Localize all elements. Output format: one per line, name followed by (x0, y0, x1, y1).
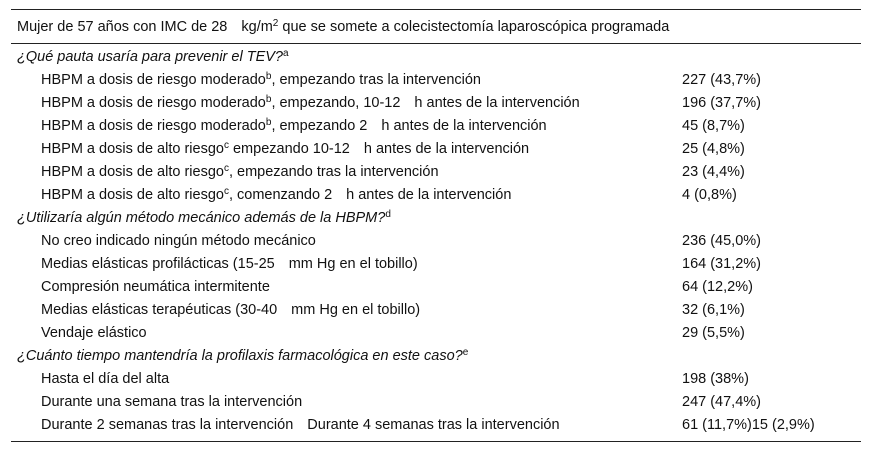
answer-label-tail: h antes de la intervención (363, 141, 530, 157)
table-bottom-rule (11, 441, 861, 442)
answer-footnote: c (223, 163, 229, 174)
answer-label: Compresión neumática intermitente (41, 279, 270, 295)
answer-label-tail: mm Hg en el tobillo) (291, 302, 421, 318)
answer-text (41, 230, 316, 252)
answer-count: 23 (4,4%) (682, 164, 745, 180)
answer-count: 61 (11,7%)15 (2,9%) (682, 417, 815, 433)
answer-count: 45 (8,7%) (682, 118, 745, 134)
question-row (11, 46, 861, 68)
table-row (11, 253, 861, 275)
answer-text (41, 161, 439, 183)
answer-label: HBPM a dosis de alto riesgo (41, 187, 224, 203)
answer-count: 64 (12,2%) (682, 279, 753, 295)
answer-text (41, 138, 529, 160)
answer-footnote: c (223, 140, 229, 151)
answer-label-cont: empezando 10-12 (228, 141, 350, 157)
answer-text (41, 299, 420, 321)
answer-count: 32 (6,1%) (682, 302, 745, 318)
answer-text (41, 69, 481, 91)
table-row (11, 92, 861, 114)
answer-count: 164 (31,2%) (682, 256, 761, 272)
answer-label-cont: , empezando tras la intervención (271, 72, 482, 88)
answer-label: HBPM a dosis de riesgo moderado (41, 118, 266, 134)
answer-text (41, 322, 147, 344)
answer-footnote: c (223, 186, 229, 197)
answer-label-cont: , comenzando 2 (228, 187, 333, 203)
question-text (17, 345, 468, 367)
answer-label-tail: h antes de la intervención (346, 187, 512, 203)
answer-count: 196 (37,7%) (682, 95, 761, 111)
header-text-rest: que se somete a colecistectomía laparoscópica programada (278, 19, 670, 35)
answer-label-tail: mm Hg en el tobillo) (288, 256, 418, 272)
answer-label: Durante 2 semanas tras la intervención (41, 417, 294, 433)
answer-label-cont: , empezando 2 (271, 118, 368, 134)
answer-footnote: b (265, 71, 272, 82)
answer-label: Hasta el día del alta (41, 371, 170, 387)
table-row (11, 69, 861, 91)
answer-label-tail: Durante 4 semanas tras la intervención (307, 417, 560, 433)
answer-count: 236 (45,0%) (682, 233, 761, 249)
answer-count: 247 (47,4%) (682, 394, 761, 410)
answer-count: 29 (5,5%) (682, 325, 745, 341)
table-row (11, 276, 861, 298)
answer-label: Medias elásticas profilácticas (15-25 (41, 256, 275, 272)
table-row (11, 322, 861, 344)
table-row (11, 230, 861, 252)
question-text (17, 207, 391, 229)
answer-text (41, 391, 302, 413)
table-row (11, 115, 861, 137)
table-header (17, 17, 669, 37)
answer-label: No creo indicado ningún método mecánico (41, 233, 316, 249)
answer-count: 4 (0,8%) (682, 187, 737, 203)
table-row (11, 414, 861, 436)
question-footnote: a (282, 48, 289, 59)
table-row (11, 161, 861, 183)
answer-text (41, 414, 560, 436)
table-row (11, 391, 861, 413)
table-header-rule (11, 43, 861, 44)
answer-footnote: b (265, 117, 272, 128)
answer-label-tail: h antes de la intervención (414, 95, 580, 111)
answer-text (41, 115, 547, 137)
answer-text (41, 368, 169, 390)
header-text: Mujer de 57 años con IMC de 28 (17, 19, 228, 35)
answer-label: Vendaje elástico (41, 325, 147, 341)
answer-label: HBPM a dosis de alto riesgo (41, 141, 224, 157)
answer-count: 25 (4,8%) (682, 141, 745, 157)
table-top-rule (11, 9, 861, 10)
answer-footnote: b (265, 94, 272, 105)
question-footnote: d (385, 209, 391, 220)
table-row (11, 138, 861, 160)
answer-label-cont: , empezando tras la intervención (228, 164, 439, 180)
table-row (11, 299, 861, 321)
answer-label: Medias elásticas terapéuticas (30-40 (41, 302, 278, 318)
answer-label-cont: , empezando, 10-12 (271, 95, 401, 111)
answer-label-tail: h antes de la intervención (381, 118, 547, 134)
question-row (11, 345, 861, 367)
answer-label: HBPM a dosis de riesgo moderado (41, 95, 266, 111)
question-label: ¿Cuánto tiempo mantendría la profilaxis farmacológica en este caso? (17, 348, 463, 364)
question-label: ¿Utilizaría algún método mecánico además de la HBPM? (17, 210, 386, 226)
header-unit-sup: 2 (272, 18, 279, 29)
answer-text (41, 184, 511, 206)
question-text (17, 46, 289, 68)
answer-count: 227 (43,7%) (682, 72, 761, 88)
question-label: ¿Qué pauta usaría para prevenir el TEV? (17, 49, 283, 65)
table-row (11, 184, 861, 206)
answer-label: HBPM a dosis de riesgo moderado (41, 72, 266, 88)
table-row (11, 368, 861, 390)
question-footnote: e (462, 347, 469, 358)
answer-text (41, 276, 270, 298)
answer-label: Durante una semana tras la intervención (41, 394, 303, 410)
answer-text (41, 253, 418, 275)
question-row (11, 207, 861, 229)
answer-label: HBPM a dosis de alto riesgo (41, 164, 224, 180)
header-unit: kg/m (241, 19, 273, 35)
answer-count: 198 (38%) (682, 371, 749, 387)
answer-text (41, 92, 580, 114)
